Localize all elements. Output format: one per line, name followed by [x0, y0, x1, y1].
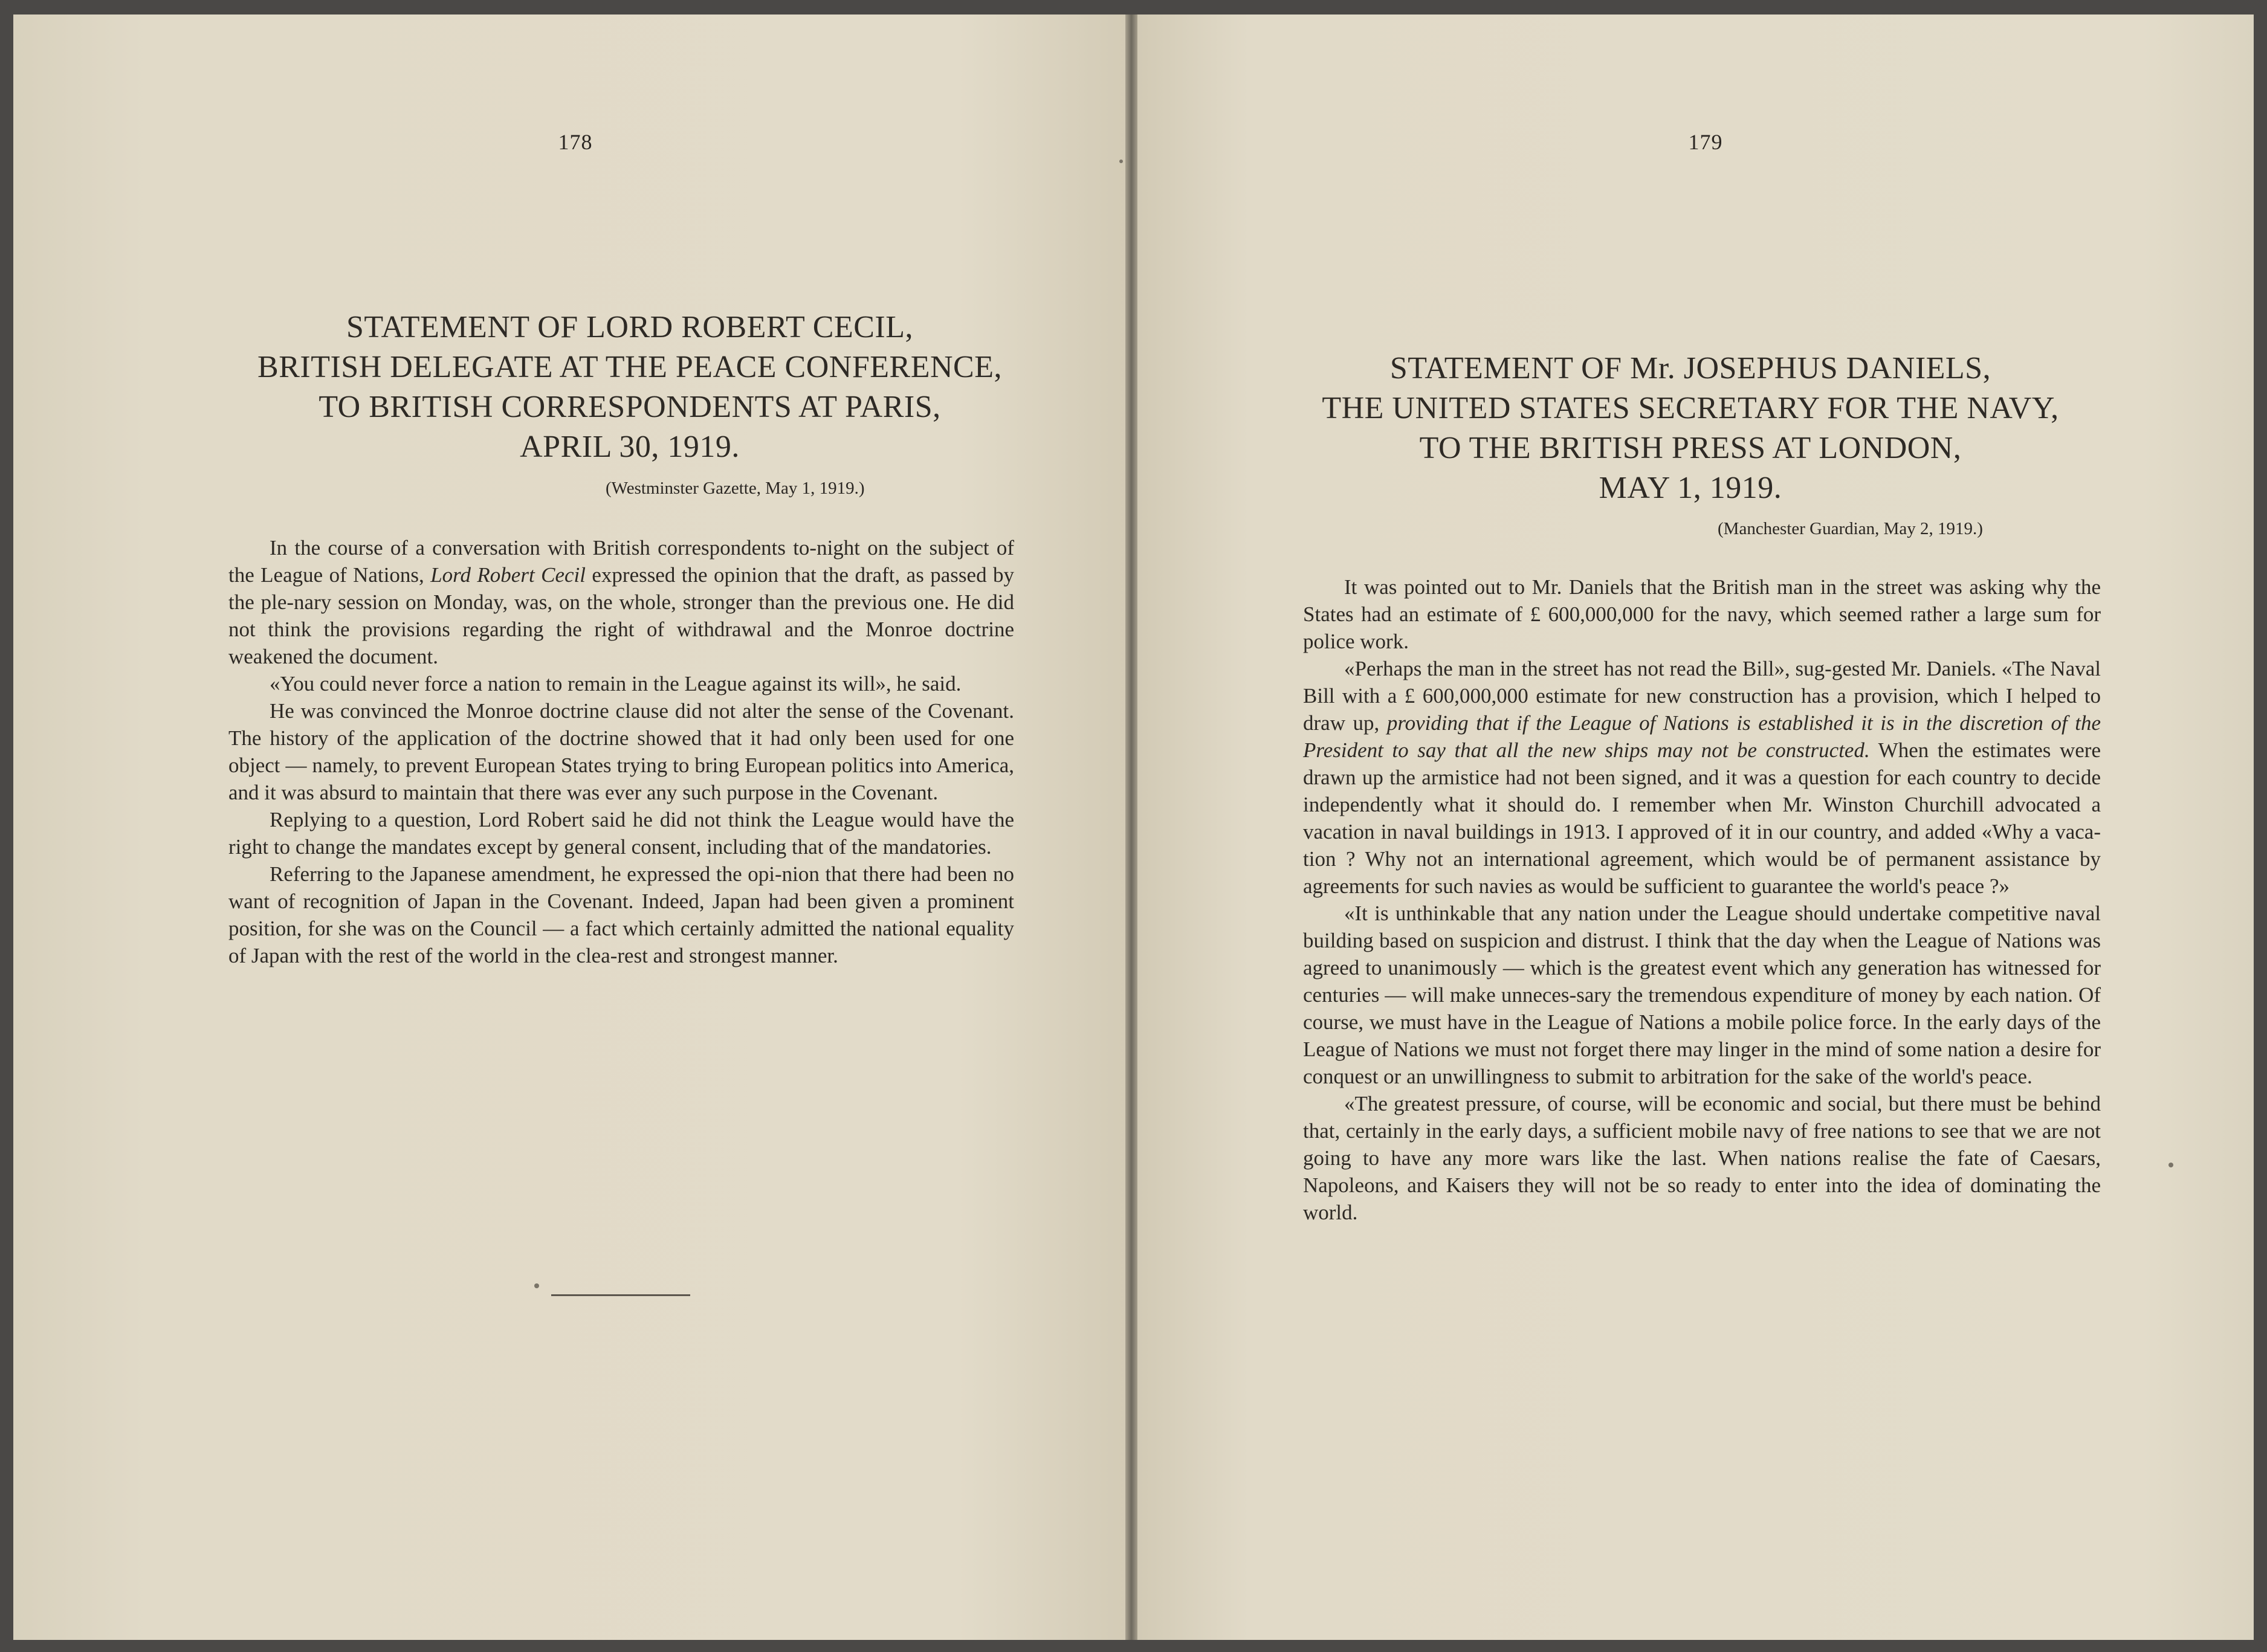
right-page-source: (Manchester Guardian, May 2, 1919.) — [1718, 519, 1983, 538]
right-page-body — [1303, 573, 2101, 1226]
paragraph: «The greatest pressure, of course, will be economic and social, but there must be behind that, certainly in the early days, a sufficient mobile navy of free nations to see that we are not going to have any more wars like the last. When nations realise the fate of Caesars, Napoleons, and Kaisers they will not be so ready to enter into the idea of dominating the world. — [1303, 1092, 2101, 1224]
left-page-heading — [225, 308, 1035, 467]
heading-line: TO THE BRITISH PRESS AT LONDON, — [1419, 431, 1962, 465]
end-rule — [551, 1294, 690, 1296]
heading-line: STATEMENT OF LORD ROBERT CECIL, — [346, 310, 914, 344]
paper-speck — [1119, 160, 1123, 163]
heading-line: BRITISH DELEGATE AT THE PEACE CONFERENCE, — [257, 350, 1002, 384]
heading-line: STATEMENT OF Mr. JOSEPHUS DANIELS, — [1389, 351, 1991, 386]
paper-speck — [534, 1283, 539, 1288]
paragraph: He was convinced the Monroe doctrine clause did not alter the sense of the Covenant. The history of the application of the doctrine showed that it had only been used for one object — namely, to prevent European States trying to bring European politics into America, and it was absurd to maintain that there was ever any such purpose in the Covenant. — [228, 699, 1014, 804]
paragraph: In the course of a conversation with British correspondents to-night on the subject of the League of Nations, Lord Robert Cecil expressed the opinion that the draft, as passed by the ple-nary session on Monday, was, on the whole, stronger than the previous one. He did not think the provisions regarding the right of withdrawal and the Monroe doctrine weakened the document. — [228, 536, 1014, 668]
heading-line: TO BRITISH CORRESPONDENTS AT PARIS, — [319, 390, 941, 424]
emphasis: Lord Robert Cecil — [430, 563, 586, 587]
book-gutter — [1125, 15, 1137, 1640]
page-number-178: 178 — [558, 130, 593, 154]
page-number-179: 179 — [1688, 130, 1723, 154]
left-page-source: (Westminster Gazette, May 1, 1919.) — [606, 479, 865, 498]
paragraph: Referring to the Japanese amendment, he expressed the opi-nion that there had been no want of recognition of Japan in the Covenant. Indeed, Japan had been given a prominent position, for she was on the Council — a fact which certainly admitted the national equality of Japan with the rest of the world in the clea-rest and strongest manner. — [228, 862, 1014, 967]
paragraph: «It is unthinkable that any nation under the League should undertake competitive naval building based on suspicion and distrust. I think that the day when the League of Nations was agreed to unanimously — which is the greatest event which any generation has witnessed for centuries — will make unneces-sary the tremendous expenditure of money by each nation. Of course, we must have in the League of Nations a mobile police force. In the early days of the League of Nations we must not forget there may linger in the mind of some nation a desire for conquest or an unwillingness to submit to arbitration for the sake of the world's peace. — [1303, 902, 2101, 1088]
right-page-heading — [1282, 349, 2098, 508]
book-spread — [13, 15, 2254, 1640]
right-page — [1137, 15, 2254, 1640]
paragraph: «Perhaps the man in the street has not read the Bill», sug-gested Mr. Daniels. «The Naval Bill with a £ 600,000,000 estimate for new construction has a provision, which I helped to draw up, providing that if the League of Nations is established it is in the discretion of the President to say that all the new ships may not be constructed. When the estimates were drawn up the armistice had not been signed, and it was a question for each country to decide independently what it should do. I remember when Mr. Winston Churchill advocated a vacation in naval buildings in 1913. I approved of it in our country, and added «Why a vaca-tion ? Why not an international agreement, which would be of permanent assistance by agreements for such navies as would be sufficient to guarantee the world's peace ?» — [1303, 657, 2101, 898]
heading-line: APRIL 30, 1919. — [520, 430, 740, 464]
paragraph: Replying to a question, Lord Robert said he did not think the League would have the right to change the mandates except by general consent, including that of the mandatories. — [228, 808, 1014, 859]
heading-line: THE UNITED STATES SECRETARY FOR THE NAVY, — [1322, 391, 2059, 425]
paper-speck — [2168, 1163, 2173, 1167]
left-page — [13, 15, 1125, 1640]
left-page-body — [228, 534, 1014, 969]
paragraph: It was pointed out to Mr. Daniels that the British man in the street was asking why the States had an estimate of £ 600,000,000 for the navy, which seemed rather a large sum for police work. — [1303, 575, 2101, 653]
heading-line: MAY 1, 1919. — [1599, 471, 1782, 505]
paragraph: «You could never force a nation to remain in the League against its will», he said. — [270, 672, 962, 695]
emphasis: providing that if the League of Nations is established it is in the discretion of the President to say that all the new ships may not be constructed. — [1303, 711, 2101, 762]
